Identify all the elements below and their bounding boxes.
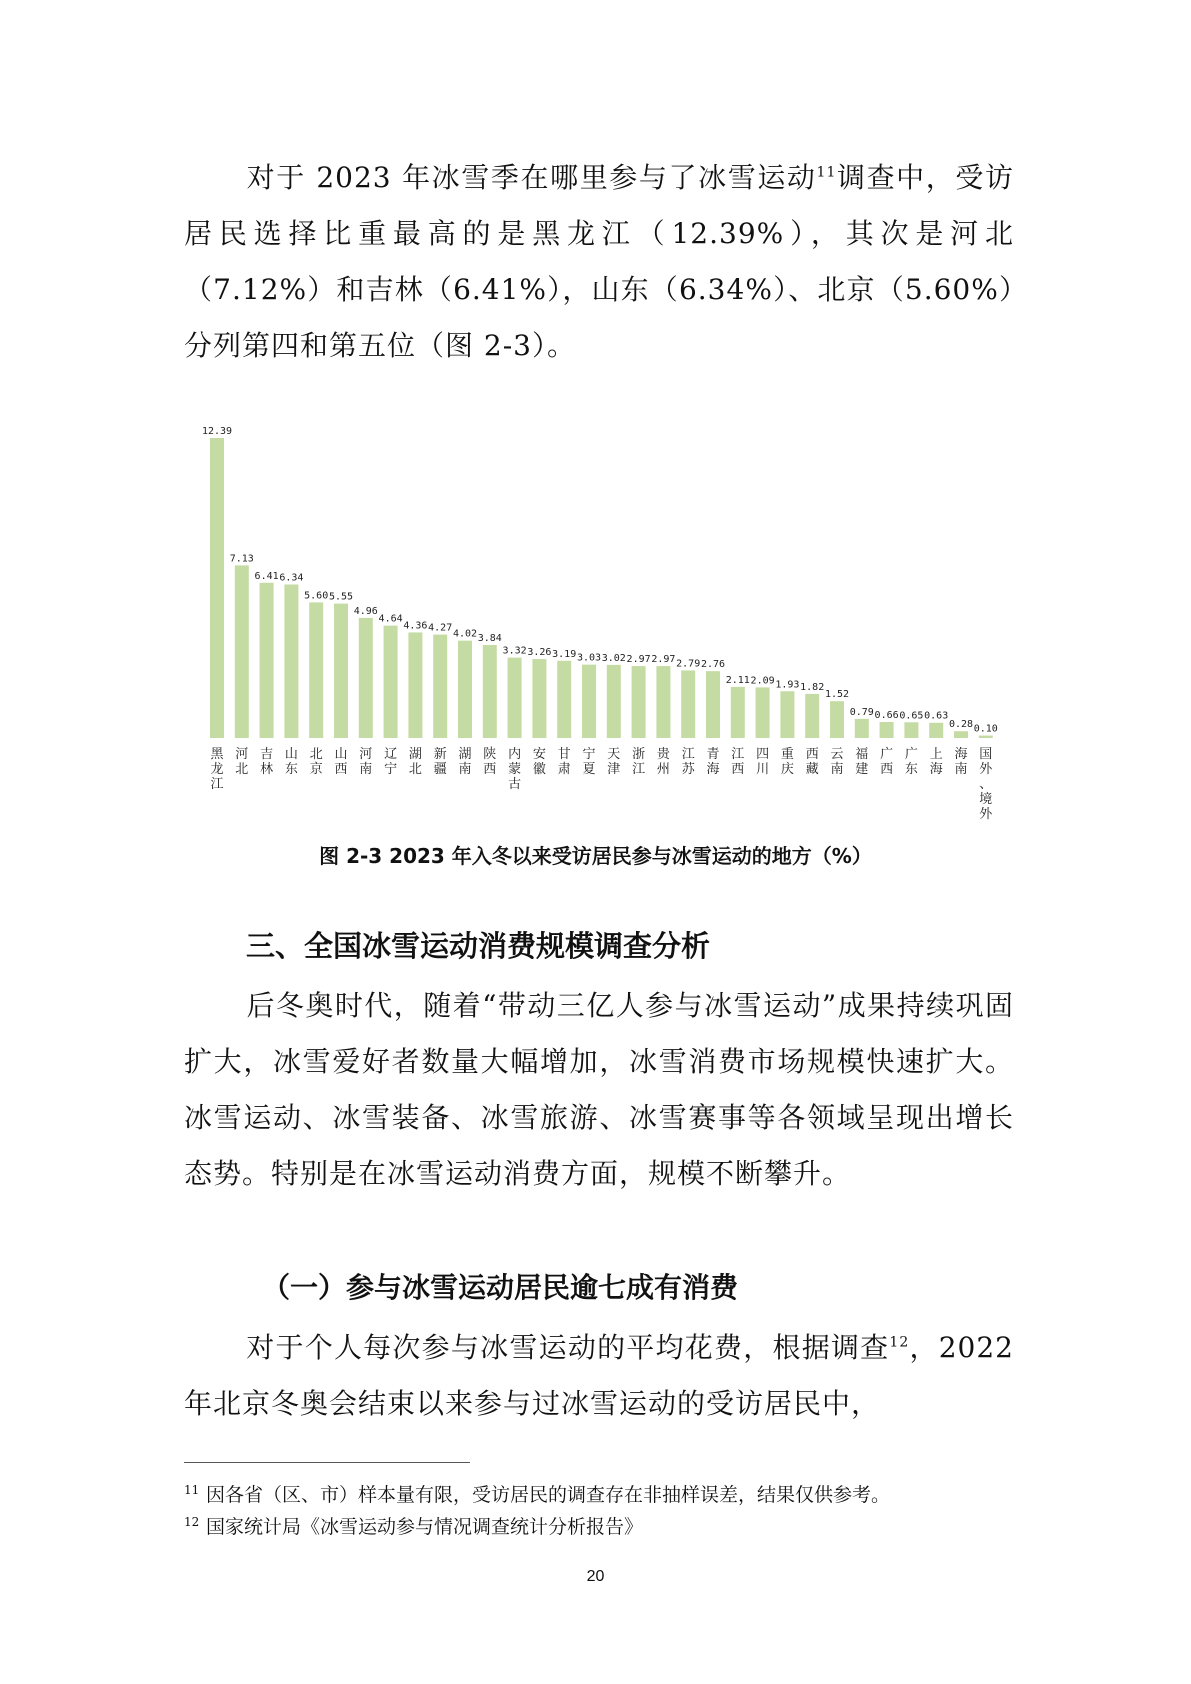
bar-value-label: 2.97 [651,654,676,666]
category-label: 天津 [607,747,621,777]
category-label: 贵州 [656,747,670,777]
bar-18 [632,666,646,738]
bar-8 [384,626,398,738]
category-label: 山西 [334,747,348,777]
bar-value-label: 2.09 [750,675,775,687]
bar-value-label: 4.02 [452,628,478,640]
footnote-text: 国家统计局《冰雪运动参与情况调查统计分析报告》 [206,1516,644,1538]
bar-24 [780,691,794,738]
bar-value-label: 1.52 [824,689,850,701]
category-label: 吉林 [260,747,274,777]
bar-value-label: 0.79 [849,706,874,718]
paragraph-2 [184,978,1014,1202]
category-label: 北京 [309,747,323,777]
bar-value-label: 1.82 [800,681,825,693]
paragraph-3 [184,1320,1014,1432]
category-label: 重庆 [780,747,794,777]
bar-value-label: 4.36 [403,620,428,632]
page-number: 20 [586,1568,605,1585]
category-label: 河南 [359,747,373,777]
footnote-number: 12 [184,1515,200,1529]
bar-17 [607,665,621,738]
category-label: 福建 [855,747,869,777]
footnote-11 [184,1480,1014,1510]
bar-value-label: 2.97 [626,654,651,666]
category-label: 广西 [880,747,894,777]
bar-value-label: 1.93 [775,679,800,691]
footnote-text: 因各省（区、市）样本量有限，受访居民的调查存在非抽样误差，结果仅供参考。 [206,1484,891,1506]
bar-value-label: 0.65 [899,710,924,722]
bar-value-label: 4.96 [353,605,378,617]
bar-value-label: 7.13 [229,553,254,565]
bar-19 [656,666,670,738]
bar-value-label: 2.79 [676,658,701,670]
bar-value-label: 0.66 [874,710,899,722]
category-label: 辽宁 [384,747,398,777]
category-label: 湖南 [458,747,472,777]
bar-chart [200,400,1020,820]
bar-11 [458,641,472,738]
bar-value-label: 3.19 [552,648,577,660]
bar-value-label: 3.32 [502,645,527,657]
bar-9 [408,632,422,738]
bar-value-label: 0.63 [924,710,949,722]
bar-value-label: 0.10 [973,723,998,735]
paragraph-3-part-1: 对于个人每次参与冰雪运动的平均花费，根据调查 [246,1331,890,1364]
bar-1 [210,438,224,738]
bar-7 [359,618,373,738]
bar-13 [508,658,522,738]
category-label: 国外、境外 [979,747,993,820]
bar-22 [731,687,745,738]
paragraph-1-part-1: 对于 2023 年冰雪季在哪里参与了冰雪运动 [246,161,817,194]
figure-caption: 图 2-3 2023 年入冬以来受访居民参与冰雪运动的地方（%） [319,844,872,868]
bar-value-label: 4.27 [428,622,453,634]
category-label: 湖北 [408,747,422,777]
paragraph-2-text: 后冬奥时代，随着“带动三亿人参与冰雪运动”成果持续巩固扩大，冰雪爱好者数量大幅增加，冰雪消费市场规模快速扩大。冰雪运动、冰雪装备、冰雪旅游、冰雪赛事等各领域呈现出增长态势。特别是在冰雪运动消费方面，规模不断攀升。 [184,989,1014,1190]
category-label: 黑龙江 [210,747,224,792]
bar-32 [979,736,993,738]
category-label: 四川 [756,747,770,777]
bar-value-label: 3.26 [527,647,552,659]
bar-value-label: 0.28 [948,719,974,731]
bar-21 [706,671,720,738]
footnote-ref-11[interactable]: 11 [816,164,837,181]
paragraph-1-part-2: 调查中，受访居民选择比重最高的是黑龙江（12.39%），其次是河北（7.12%）和吉林（6.41%），山东（6.34%）、北京（5.60%）分列第四和第五位（图 2-3）。 [184,161,1014,362]
bar-value-label: 2.11 [725,674,750,686]
bar-29 [904,722,918,738]
category-label: 山东 [284,747,298,777]
category-label: 内蒙古 [508,747,522,792]
bar-value-label: 3.84 [477,633,502,645]
category-label: 安徽 [532,747,546,777]
bar-25 [805,694,819,738]
bar-value-label: 5.60 [304,590,329,602]
footnote-divider [184,1462,470,1463]
paragraph-1 [184,150,1014,374]
section-heading: 三、全国冰雪运动消费规模调查分析 [246,929,711,963]
bar-3 [260,583,274,738]
category-label: 甘肃 [557,747,571,777]
subsection-heading: （一）参与冰雪运动居民逾七成有消费 [262,1271,739,1304]
bar-12 [483,645,497,738]
bar-30 [929,723,943,738]
category-label: 青海 [706,747,720,777]
category-label: 西藏 [805,747,819,777]
bar-value-label: 2.76 [700,659,726,671]
category-label: 海南 [954,747,968,777]
bar-23 [756,687,770,738]
bar-10 [433,635,447,738]
category-label: 新疆 [433,747,447,777]
bar-31 [954,731,968,738]
bar-4 [284,584,298,738]
category-label: 云南 [830,747,844,777]
bar-27 [855,719,869,738]
paragraph-3-part-2: ，2022 年北京冬奥会结束以来参与过冰雪运动的受访居民中， [184,1331,1014,1420]
bar-16 [582,665,596,738]
category-label: 上海 [929,747,943,777]
category-label: 浙江 [632,747,646,777]
bar-26 [830,701,844,738]
category-label: 宁夏 [582,747,596,777]
footnote-ref-12[interactable]: 12 [889,1334,910,1351]
bar-28 [880,722,894,738]
bar-chart-svg [200,400,1020,820]
bar-14 [532,659,546,738]
bar-value-label: 12.39 [201,426,233,437]
footnote-number: 11 [184,1483,200,1497]
category-label: 河北 [235,747,249,777]
category-label: 江苏 [681,747,695,777]
category-label: 江西 [731,747,745,777]
bar-5 [309,602,323,738]
category-label: 陕西 [483,747,497,777]
bar-value-label: 3.03 [576,652,602,664]
bar-value-label: 6.34 [279,572,304,584]
bar-15 [557,661,571,738]
bar-value-label: 3.02 [601,652,626,664]
bar-value-label: 6.41 [254,570,279,582]
bar-value-label: 4.64 [378,613,403,625]
category-label: 广东 [904,747,918,777]
bar-value-label: 5.55 [328,591,354,603]
bar-6 [334,604,348,738]
footnote-12 [184,1512,1014,1542]
bar-2 [235,565,249,738]
bar-20 [681,670,695,738]
